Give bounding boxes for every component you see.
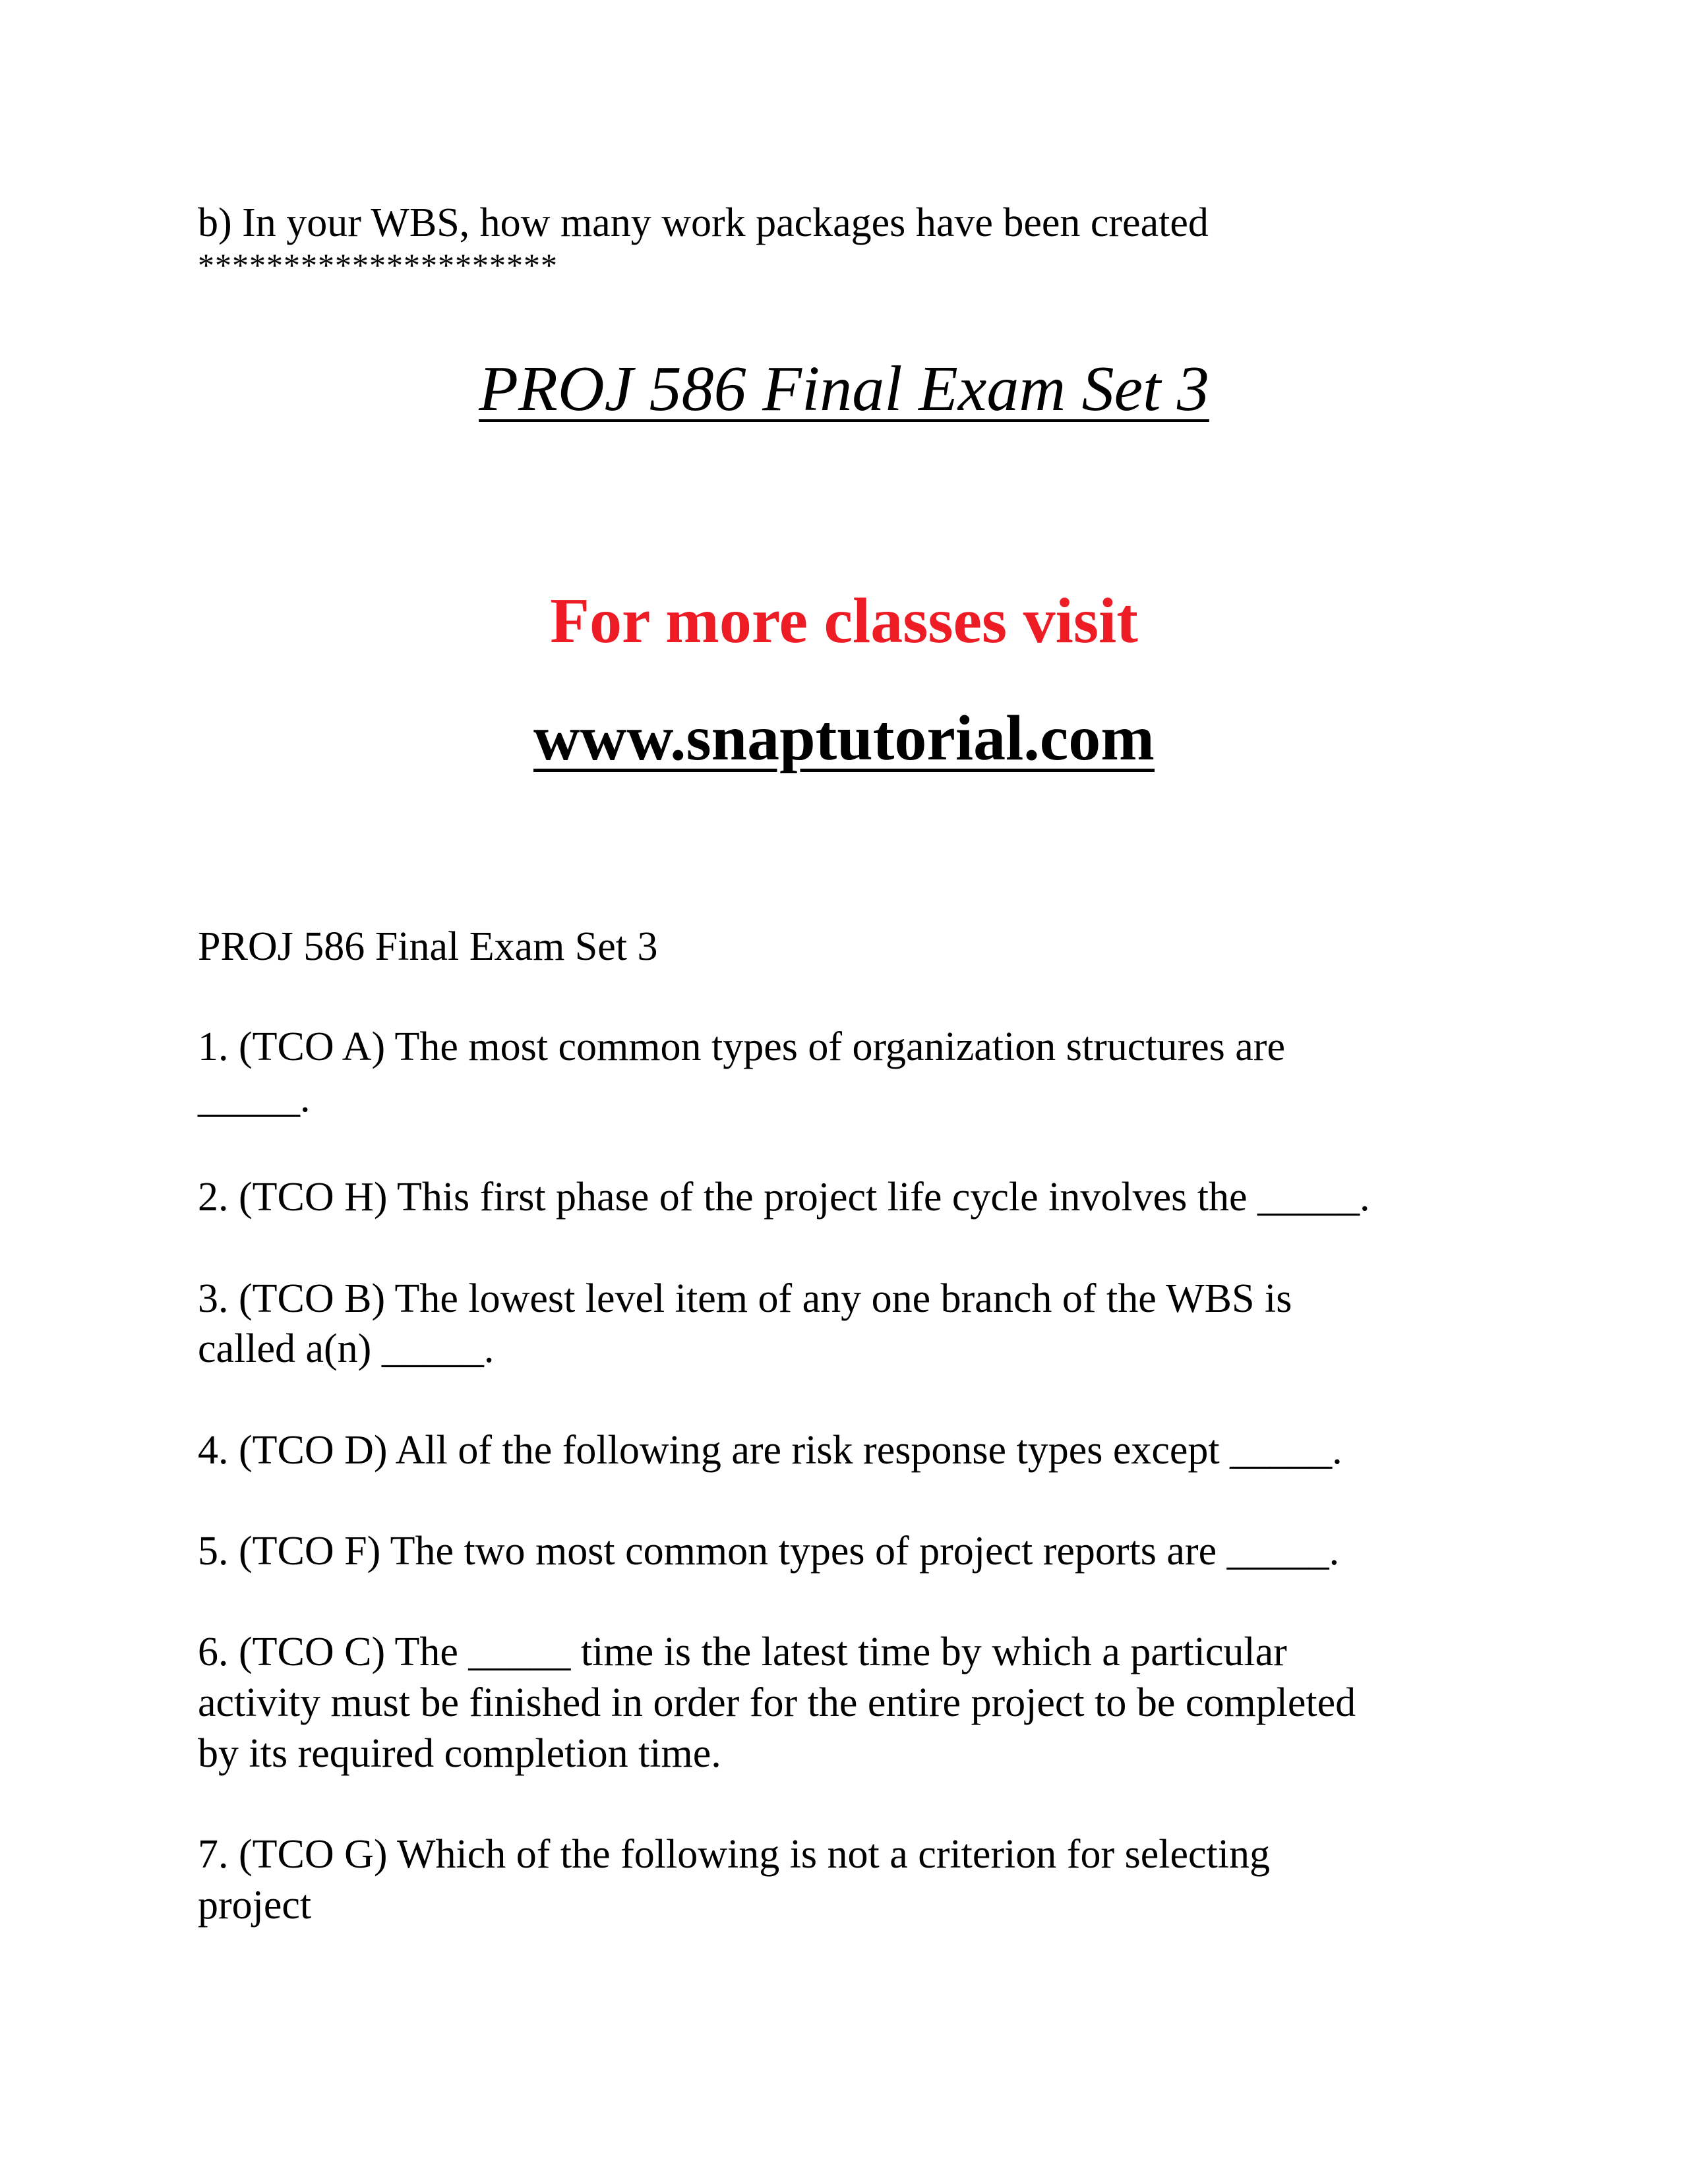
document-title: PROJ 586 Final Exam Set 3	[479, 353, 1209, 425]
question-5-line-1: 5. (TCO F) The two most common types of project reports are _____.	[198, 1529, 1340, 1574]
separator-stars: *********************	[198, 247, 558, 283]
question-3-line-2: called a(n) _____.	[198, 1326, 495, 1371]
question-3-line-1: 3. (TCO B) The lowest level item of any one branch of the WBS is	[198, 1276, 1292, 1321]
question-7-line-1: 7. (TCO G) Which of the following is not a criterion for selecting	[198, 1832, 1270, 1877]
question-4-line-1: 4. (TCO D) All of the following are risk response types except _____.	[198, 1428, 1342, 1473]
question-6-line-3: by its required completion time.	[198, 1731, 721, 1776]
question-2-line-1: 2. (TCO H) This first phase of the project life cycle involves the _____.	[198, 1175, 1370, 1220]
promo-text: For more classes visit	[550, 585, 1138, 657]
question-1-line-2: _____.	[198, 1076, 311, 1121]
question-7-line-2: project	[198, 1883, 312, 1928]
question-1-line-1: 1. (TCO A) The most common types of organization structures are	[198, 1024, 1285, 1069]
question-6-line-2: activity must be finished in order for the entire project to be completed	[198, 1680, 1356, 1725]
section-heading: PROJ 586 Final Exam Set 3	[198, 924, 658, 969]
question-6-line-1: 6. (TCO C) The _____ time is the latest time by which a particular	[198, 1630, 1287, 1674]
promo-link[interactable]: www.snaptutorial.com	[533, 703, 1155, 774]
top-question: b) In your WBS, how many work packages have been created	[198, 200, 1209, 245]
